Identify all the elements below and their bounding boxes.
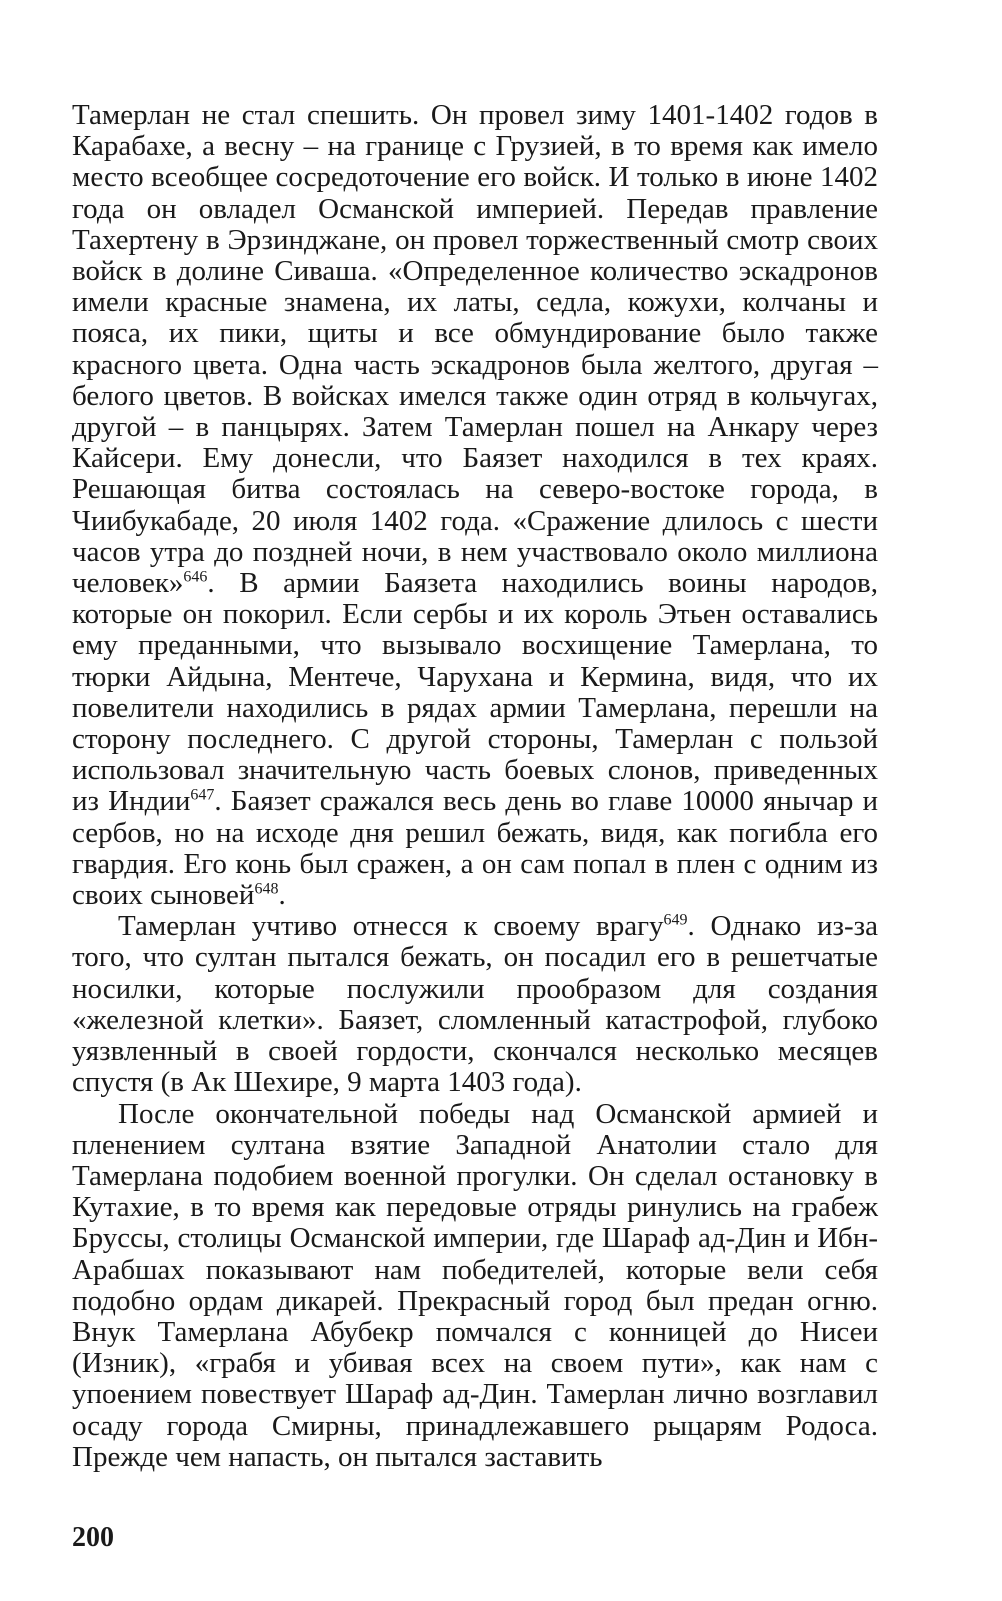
body-text [72,100,878,1473]
text-run: . [278,879,286,912]
footnote-ref: 646 [183,568,208,586]
text-run: . В армии Баязета находились воины народов, которые он покорил. Если сербы и их король Этьен оставались ему преданными, что вызывало восхищение Тамерлана, то тюрки Айдына, Ментече, Чарухана и Кермина, видя, что их повелители находились в рядах армии Тамерлана, перешли на сторону последнего. С другой стороны, Тамерлан с пользой использовал значительную часть боевых слонов, приведенных из Индии [72,567,878,818]
text-run: Тамерлан учтиво отнесся к своему врагу [118,910,664,943]
text-run: После окончательной победы над Османской армией и пленением султана взятие Западной Анатолии стало для Тамерлана подобием военной прогулки. Он сделал остановку в Кутахие, в то время как передовые отряды ринулись на грабеж Бруссы, столицы Османской империи, где Шараф ад-Дин и Ибн-Арабшах показывают нам победителей, которые вели себя подобно ордам дикарей. Прекрасный город был предан огню. Внук Тамерлана Абубекр помчался с конницей до Нисеи (Изник), «грабя и убивая всех на своем пути», как нам с упоением повествует Шараф ад-Дин. Тамерлан лично возглавил осаду города Смирны, принадлежавшего рыцарям Родоса. Прежде чем напасть, он пытался заставить [72,1097,878,1473]
footnote-ref: 649 [663,911,688,929]
paragraph [72,100,878,911]
footnote-ref: 647 [190,786,215,804]
text-run: Тамерлан не стал спешить. Он провел зиму 1401-1402 годов в Карабахе, а весну – на границе с Грузией, в то время как имело место всеобщее сосредоточение его войск. И только в июне 1402 года он овладел Османской империей. Передав правление Тахертену в Эрзинджане, он провел торжественный смотр своих войск в долине Сиваша. «Определенное количество эскадронов имели красные знамена, их латы, седла, кожухи, колчаны и пояса, их пики, щиты и все обмундирование было также красного цвета. Одна часть эскадронов была желтого, другая – белого цветов. В войсках имелся также один отряд в кольчугах, другой – в панцырях. Затем Тамерлан пошел на Анкару через Кайсери. Ему донесли, что Баязет находился в тех краях. Решающая битва состоялась на северо-востоке города, в Чиибукабаде, 20 июля 1402 года. «Сражение длилось с шести часов утра до поздней ночи, в нем участвовало около миллиона человек» [72,99,878,600]
footnote-ref: 648 [254,880,279,898]
text-run: . Однако из-за того, что султан пытался бежать, он посадил его в решетчатые носилки, которые послужили прообразом для создания «железной клетки». Баязет, сломленный катастрофой, глубоко уязвленный в своей гордости, скончался несколько месяцев спустя (в Ак Шехире, 9 марта 1403 года). [72,910,878,1099]
paragraph [72,911,878,1098]
text-run: . Баязет сражался весь день во главе 10000 янычар и сербов, но на исходе дня решил бежать, видя, как погибла его гвардия. Его конь был сражен, а он сам попал в плен с одним из своих сыновей [72,785,879,912]
paragraph [72,1099,878,1473]
page-number: 200 [72,1522,114,1553]
book-page [72,100,878,1560]
